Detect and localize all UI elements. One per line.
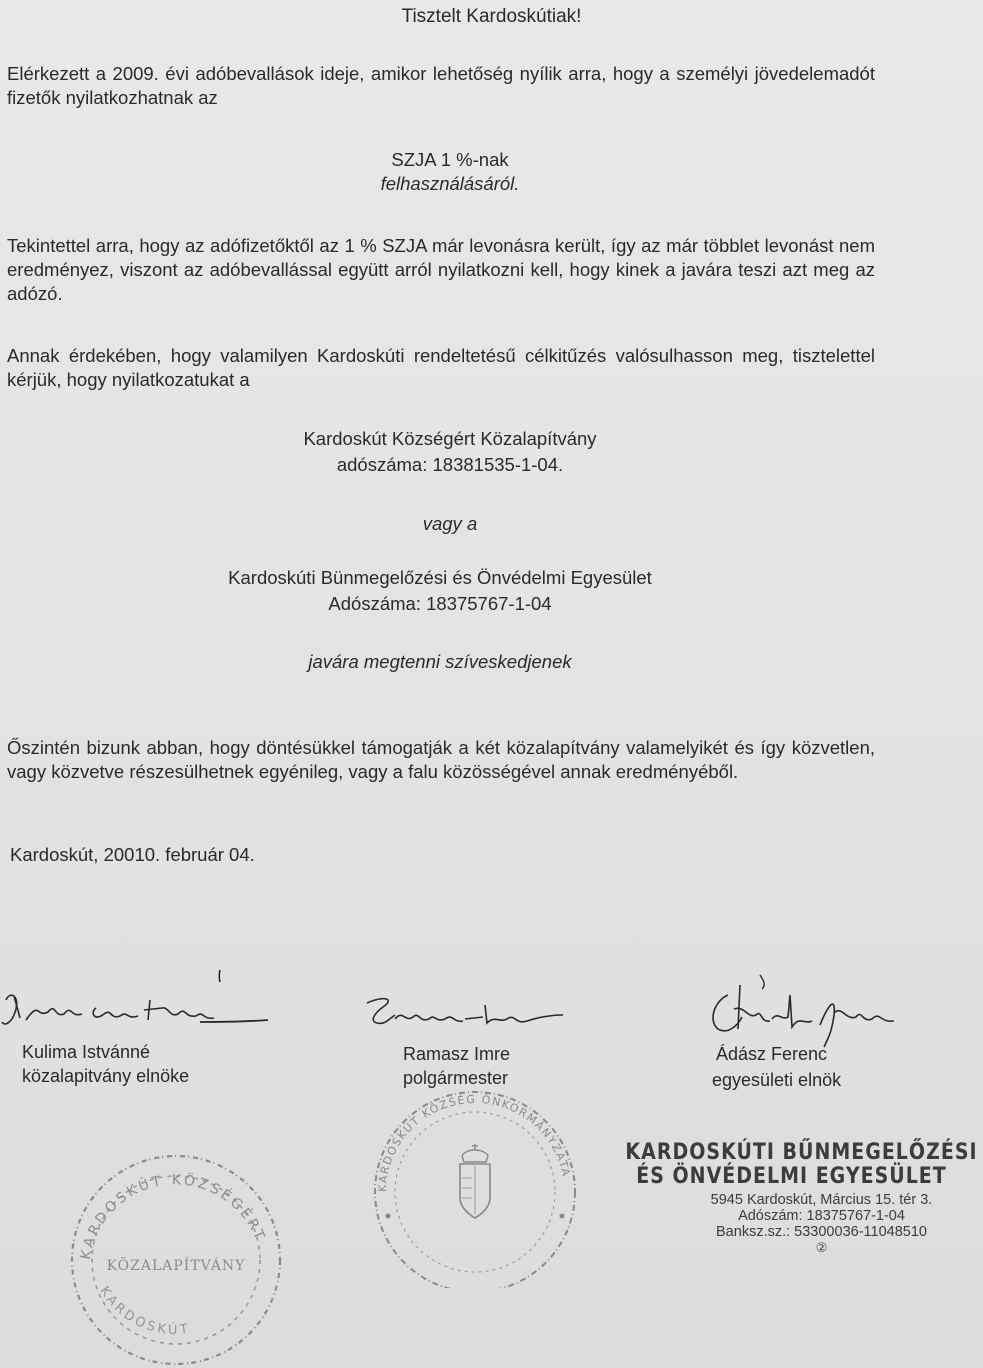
letter-heading: Tisztelt Kardoskútiak! xyxy=(401,6,582,27)
signer-1-role: közalapitvány elnöke xyxy=(22,1066,190,1086)
signer-2-role: polgármester xyxy=(403,1068,509,1088)
municipality-stamp xyxy=(360,1088,590,1288)
date-line: Kardoskút, 20010. február 04. xyxy=(10,844,255,865)
signature-ramasz xyxy=(355,985,575,1045)
association-stamp xyxy=(620,1140,983,1256)
foundation-stamp-ring-top: KARDOSKÚT KÖZSÉGÉRT xyxy=(77,1172,269,1261)
municipality-stamp-ring: KARDOSKÚT KÖZSÉG ÖNKORMÁNYZATA xyxy=(375,1092,573,1193)
org2-name: Kardoskúti Bünmegelőzési és Önvédelmi Egyesület xyxy=(228,567,652,588)
foundation-stamp-ring-bottom: KARDOSKÚT xyxy=(96,1284,192,1338)
signer-3-name: Ádász Ferenc xyxy=(716,1044,828,1064)
or-text: vagy a xyxy=(422,513,478,534)
subject-line-2: felhasználásáról. xyxy=(380,173,520,194)
association-stamp-bank: Banksz.sz.: 53300036-11048510 xyxy=(716,1224,927,1240)
association-stamp-name-1: KARDOSKÚTI BŰNMEGELŐZÉSI xyxy=(625,1139,978,1165)
signer-3-role: egyesületi elnök xyxy=(712,1070,842,1090)
coat-of-arms-icon xyxy=(460,1144,490,1218)
association-stamp-name-2: ÉS ÖNVÉDELMI EGYESÜLET xyxy=(636,1163,947,1189)
foundation-stamp-center: KÖZALAPÍTVÁNY xyxy=(106,1258,246,1274)
signer-1-name: Kulima Istvánné xyxy=(22,1042,151,1062)
paragraph-closing: Őszintén bizunk abban, hogy döntésükkel támogatják a két közalapítvány valamelyikét és így közvetlen, vagy közvetve részesülhetnek egyénileg, vagy a falu közösségével annak eredményéből. xyxy=(7,737,875,782)
foundation-stamp xyxy=(60,1140,290,1368)
subject-line: SZJA 1 %-nak xyxy=(391,149,509,170)
request-line: javára megtenni szíveskedjenek xyxy=(308,651,572,672)
svg-text:KARDOSKÚT xyxy=(96,1284,191,1338)
paragraph-explanation: Tekintettel arra, hogy az adófizetőktől az 1 % SZJA már levonásra került, így az már többlet levonást nem eredményez, viszont az adóbevallással együtt arról nyilatkozni kell, hogy kinek a javára teszi azt meg az adózó. xyxy=(7,235,875,304)
paragraph-request: Annak érdekében, hogy valamilyen Kardoskúti rendeltetésű célkitűzés valósulhasson meg, tisztelettel kérjük, hogy nyilatkozatukat a xyxy=(7,345,875,390)
signature-kulima xyxy=(0,960,280,1040)
association-stamp-mark: ② xyxy=(815,1240,828,1255)
svg-text:KARDOSKÚT KÖZSÉG ÖNKORMÁNYZATA xyxy=(376,1093,573,1192)
org1-tax: adószáma: 18381535-1-04. xyxy=(336,454,564,475)
association-stamp-address: 5945 Kardoskút, Március 15. tér 3. xyxy=(710,1192,933,1208)
paragraph-intro: Elérkezett a 2009. évi adóbevallások ideje, amikor lehetőség nyílik arra, hogy a személyi jövedelemadót fizetők nyilatkozhatnak az xyxy=(7,63,875,108)
signer-2-name: Ramasz Imre xyxy=(403,1044,511,1064)
org1-name: Kardoskút Községért Közalapítvány xyxy=(303,428,597,449)
org2-tax: Adószáma: 18375767-1-04 xyxy=(328,593,552,614)
signature-adasz xyxy=(700,965,920,1050)
svg-text:KARDOSKÚT KÖZSÉGÉRT xyxy=(78,1171,268,1261)
association-stamp-tax: Adószám: 18375767-1-04 xyxy=(738,1208,905,1224)
